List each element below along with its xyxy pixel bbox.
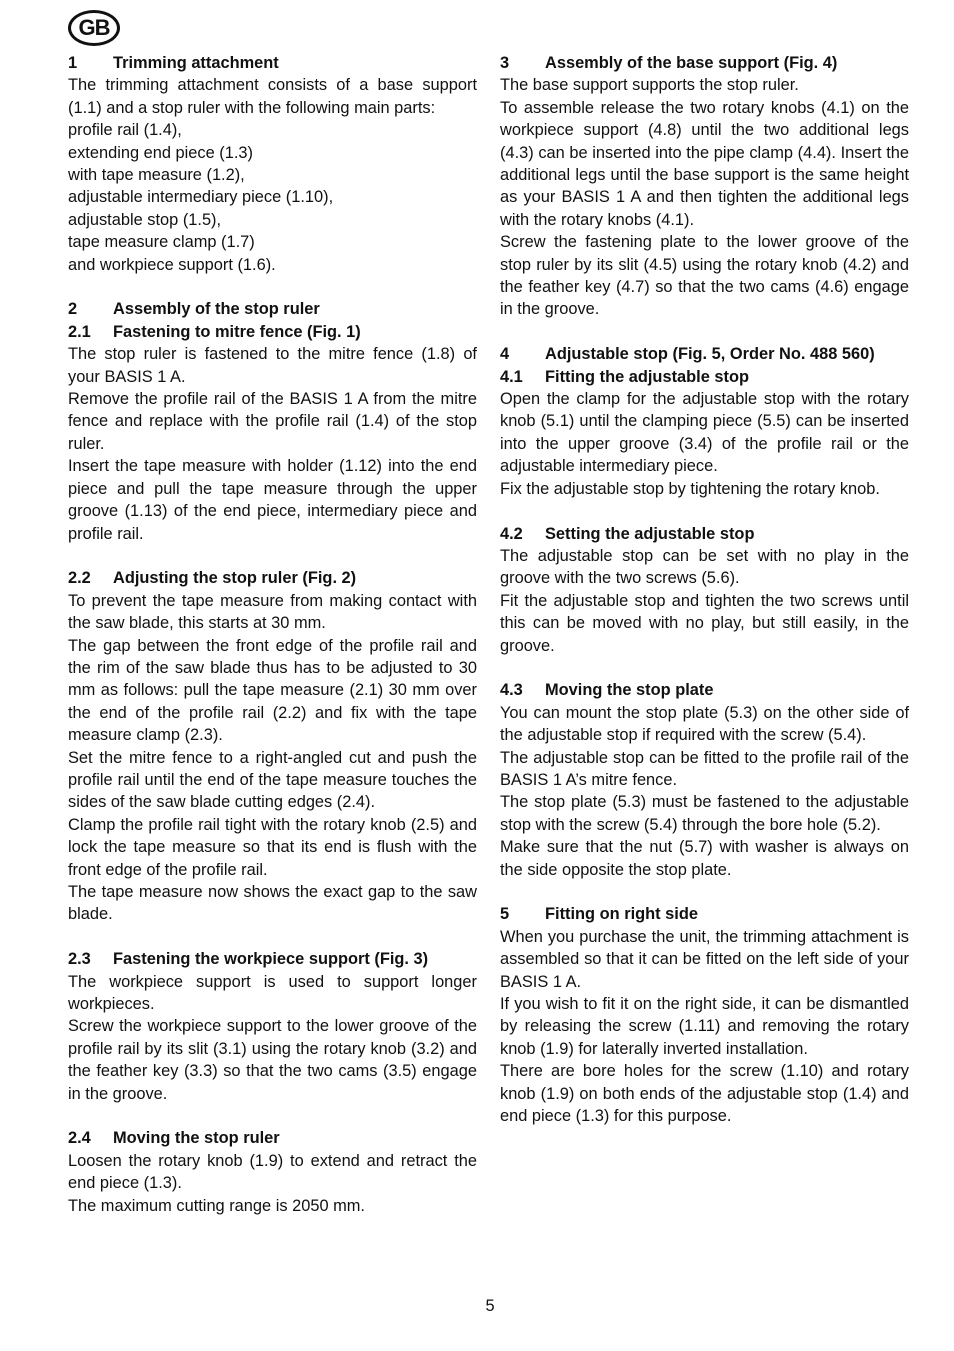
section-number: 5 [500,905,510,924]
section-heading [68,948,477,970]
paragraph: The tape measure now shows the exact gap to the saw blade. [68,883,477,924]
section-number: 2.4 [68,1129,91,1148]
section-spacer [68,1105,477,1127]
section-number: 4.1 [500,367,523,386]
section-spacer [500,881,909,903]
paragraph: To assemble release the two rotary knobs (4.1) on the workpiece support (4.8) until the two additional legs (4.3) can be inserted into the pipe clamp (4.4). Insert the additional legs until the base support is the same height as your BASIS 1 A and then tighten the additional legs with the rotary knobs (4.1). [500,98,909,229]
section-title: Moving the stop plate [545,681,714,700]
paragraph: Fix the adjustable stop by tightening the rotary knob. [500,479,880,498]
paragraph: Clamp the profile rail tight with the rotary knob (2.5) and lock the tape measure so that its end is flush with the front edge of the profile rail. [68,815,477,879]
paragraph: The maximum cutting range is 2050 mm. [68,1196,365,1215]
section-title: Assembly of the stop ruler [113,300,320,319]
section-title: Setting the adjustable stop [545,524,755,543]
paragraph: The base support supports the stop ruler. [500,76,799,95]
section-spacer [68,276,477,298]
paragraph: When you purchase the unit, the trimming attachment is assembled so that it can be fitted on the left side of your BASIS 1 A. [500,927,909,991]
section-number: 3 [500,54,510,72]
section-title: Fastening the workpiece support (Fig. 3) [113,950,429,969]
paragraph: Fit the adjustable stop and tighten the two screws until this can be moved with no play, but still easily, in the groove. [500,591,909,655]
section-title: Fitting the adjustable stop [545,367,749,386]
section-spacer [500,321,909,343]
section-title: Adjustable stop (Fig. 5, Order No. 488 560) [545,345,875,364]
paragraph: Insert the tape measure with holder (1.12) into the end piece and pull the tape measure through the upper groove (1.13) of the end piece, intermediary piece and profile rail. [68,457,477,543]
section-number: 4 [500,345,510,364]
section-spacer [68,926,477,948]
right-column [500,52,909,1127]
section-number: 4.2 [500,524,523,543]
paragraph: The stop ruler is fastened to the mitre fence (1.8) of your BASIS 1 A. [68,345,477,386]
paragraph: tape measure clamp (1.7) [68,233,255,252]
section-heading [68,298,477,320]
section-title: Assembly of the base support (Fig. 4) [545,54,838,72]
section-number: 1 [68,54,78,72]
paragraph: The stop plate (5.3) must be fastened to the adjustable stop with the screw (5.4) through the bore hole (5.2). [500,793,909,834]
section-title: Trimming attachment [113,54,279,72]
paragraph: profile rail (1.4), [68,121,182,140]
section-heading [68,52,477,74]
paragraph: Set the mitre fence to a right-angled cut and push the profile rail until the end of the tape measure touches the sides of the saw blade cutting edges (2.4). [68,748,477,812]
paragraph: Open the clamp for the adjustable stop with the rotary knob (5.1) until the clamping piece (5.5) can be inserted into the upper groove (3.4) of the profile rail or the adjustable intermediary piece. [500,390,909,476]
section-number: 2.2 [68,569,91,588]
paragraph: and workpiece support (1.6). [68,255,276,274]
section-spacer [500,500,909,522]
section-number: 4.3 [500,681,523,700]
section-heading [68,1127,477,1149]
section-title: Moving the stop ruler [113,1129,280,1148]
paragraph: Remove the profile rail of the BASIS 1 A from the mitre fence and replace with the profile rail (1.4) of the stop ruler. [68,390,477,453]
paragraph: The trimming attachment consists of a base support (1.1) and a stop ruler with the following main parts: [68,76,477,117]
section-heading [500,523,909,545]
paragraph: Screw the workpiece support to the lower groove of the profile rail by its slit (3.1) using the rotary knob (3.2) and the feather key (3.3) so that the two cams (3.5) engage in the groove. [68,1017,477,1103]
paragraph: adjustable intermediary piece (1.10), [68,188,334,207]
section-title: Adjusting the stop ruler (Fig. 2) [113,569,357,588]
language-badge: GB [68,10,120,46]
section-number: 2.1 [68,322,91,341]
section-heading [68,567,477,589]
paragraph: The adjustable stop can be fitted to the profile rail of the BASIS 1 A’s mitre fence. [500,748,909,789]
paragraph: The adjustable stop can be set with no play in the groove with the two screws (5.6). [500,546,909,588]
paragraph: extending end piece (1.3) [68,143,253,162]
section-title: Fitting on right side [545,905,698,924]
paragraph: To prevent the tape measure from making contact with the saw blade, this starts at 30 mm. [68,591,477,633]
section-heading [500,366,909,388]
section-heading [500,343,909,365]
section-title: Fastening to mitre fence (Fig. 1) [113,322,361,341]
paragraph: adjustable stop (1.5), [68,210,222,229]
paragraph: The workpiece support is used to support longer workpieces. [68,972,477,1014]
section-spacer [68,545,477,567]
section-heading [68,321,477,343]
section-heading [500,52,909,74]
section-heading [500,679,909,701]
paragraph: Screw the fastening plate to the lower groove of the stop ruler by its slit (4.5) using the rotary knob (4.2) and the feather key (4.7) so that the two cams (4.6) engage in the groove. [500,233,909,319]
section-number: 2 [68,300,78,319]
section-number: 2.3 [68,950,91,969]
section-heading [500,903,909,925]
section-spacer [500,657,909,679]
paragraph: Make sure that the nut (5.7) with washer is always on the side opposite the stop plate. [500,838,909,879]
paragraph: with tape measure (1.2), [68,166,245,185]
left-column [68,52,477,1217]
paragraph: If you wish to fit it on the right side, it can be dismantled by releasing the screw (1.11) and removing the rotary knob (1.9) for laterally inverted installation. [500,995,909,1058]
paragraph: You can mount the stop plate (5.3) on the other side of the adjustable stop if required with the screw (5.4). [500,703,909,745]
page-number: 5 [485,1297,495,1315]
paragraph: Loosen the rotary knob (1.9) to extend and retract the end piece (1.3). [68,1151,477,1193]
paragraph: The gap between the front edge of the profile rail and the rim of the saw blade thus has to be adjusted to 30 mm as follows: pull the tape measure (2.1) 30 mm over the end of the profile rail (2.2) and fix with the tape measure clamp (2.3). [68,636,477,745]
paragraph: There are bore holes for the screw (1.10) and rotary knob (1.9) on both ends of the adjustable stop (1.4) and end piece (1.3) for this purpose. [500,1062,909,1126]
